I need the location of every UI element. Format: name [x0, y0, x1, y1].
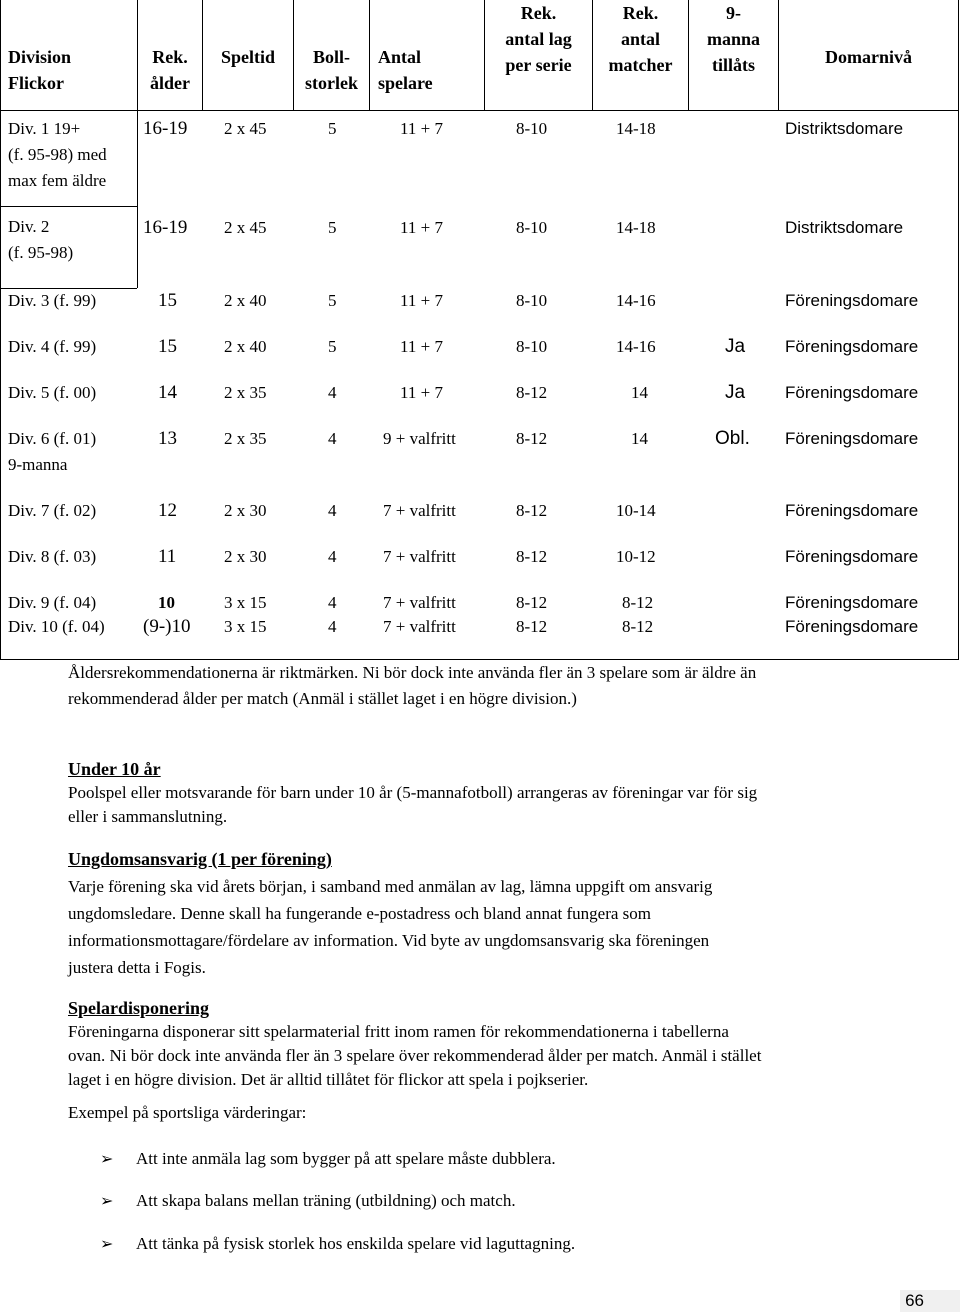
cell-matches: 10-14: [616, 501, 656, 520]
header-age: Rek. ålder: [150, 47, 190, 93]
section-heading: Spelardisponering: [68, 998, 210, 1018]
cell-age: (9-)10: [143, 616, 191, 637]
cell-age: 16-19: [143, 217, 188, 238]
cell-teams: 8-12: [516, 383, 548, 402]
cell-ball: 4: [328, 593, 337, 612]
cell-division: Div. 5 (f. 00): [8, 383, 97, 402]
cell-age: 12: [158, 500, 177, 521]
cell-matches: 14: [631, 429, 648, 448]
list-item: ➢ Att tänka på fysisk storlek hos enskilda spelare vid laguttagning.: [100, 1231, 575, 1257]
cell-time: 3 x 15: [224, 593, 267, 612]
cell-teams: 8-10: [516, 337, 548, 356]
cell-referee: Distriktsdomare: [785, 218, 904, 237]
cell-ball: 4: [328, 383, 337, 402]
section-heading: Ungdomsansvarig (1 per förening): [68, 849, 332, 869]
arrow-bullet-icon: ➢: [100, 1191, 114, 1210]
cell-division: Div. 10 (f. 04): [8, 617, 105, 636]
cell-matches: 8-12: [622, 617, 654, 636]
arrow-bullet-icon: ➢: [100, 1234, 114, 1253]
col-divider: [369, 0, 370, 110]
header-divider: [0, 110, 959, 111]
section-youth-contact: Ungdomsansvarig (1 per förening) Varje förening ska vid årets början, i samband med anmälan av lag, lämna uppgift om ansvarig ungdomsledare. Denne skall ha fungerande e-postadress och bland annat fungera som informationsmottagare/fördelare av information. Vid byte av ungdomsansvarig ska föreningen justera detta i Fogis.: [68, 846, 928, 981]
header-teams: Rek. antal lag per serie: [505, 3, 572, 75]
age-note: Åldersrekommendationerna är riktmärken. Ni bör dock inte använda fler än 3 spelare som är äldre än rekommenderad ålder per match (Anmäl i stället laget i en högre division.): [68, 663, 757, 708]
cell-matches: 14-16: [616, 337, 656, 356]
header-ball: Boll- storlek: [305, 47, 358, 93]
cell-referee: Distriktsdomare: [785, 119, 904, 138]
cell-age: 15: [158, 336, 177, 357]
cell-referee: Föreningsdomare: [785, 337, 919, 356]
cell-teams: 8-12: [516, 547, 548, 566]
cell-ball: 5: [328, 291, 337, 310]
cell-time: 2 x 40: [224, 337, 267, 356]
cell-ball: 4: [328, 429, 337, 448]
cell-teams: 8-10: [516, 291, 548, 310]
header-referee: Domarnivå: [825, 47, 912, 67]
section-heading: Under 10 år: [68, 759, 161, 779]
cell-players: 11 + 7: [400, 337, 443, 356]
header-nine: 9- manna tillåts: [706, 3, 760, 75]
cell-referee: Föreningsdomare: [785, 383, 919, 402]
header-matches: Rek. antal matcher: [608, 3, 673, 75]
cell-players: 11 + 7: [400, 218, 443, 237]
cell-players: 7 + valfritt: [383, 593, 456, 612]
cell-division: Div. 1 19+ (f. 95-98) med max fem äldre: [8, 119, 107, 190]
cell-time: 2 x 45: [224, 119, 267, 138]
cell-matches: 14: [631, 383, 648, 402]
cell-referee: Föreningsdomare: [785, 501, 919, 520]
cell-age: 16-19: [143, 118, 188, 139]
cell-players: 7 + valfritt: [383, 617, 456, 636]
cell-age: 11: [158, 546, 177, 567]
cell-ball: 5: [328, 337, 337, 356]
cell-referee: Föreningsdomare: [785, 291, 919, 310]
cell-age: 14: [158, 382, 177, 403]
cell-teams: 8-12: [516, 593, 548, 612]
cell-division: Div. 6 (f. 01) 9-manna: [8, 429, 97, 474]
cell-nine: Ja: [725, 382, 746, 403]
cell-division: Div. 7 (f. 02): [8, 501, 97, 520]
cell-matches: 8-12: [622, 593, 654, 612]
cell-age: 15: [158, 290, 177, 311]
section-player-disposal: Spelardisponering Föreningarna disponerar sitt spelarmaterial fritt inom ramen för rekommendationerna i tabellerna ovan. Ni bör dock inte använda fler än 3 spelare över rekommenderad ålder per match. Anmäl i stället laget i en högre division. Det är alltid tillåtet för flickor att spela i pojkserier.: [68, 996, 928, 1092]
cell-time: 2 x 40: [224, 291, 267, 310]
cell-time: 3 x 15: [224, 617, 267, 636]
cell-matches: 10-12: [616, 547, 656, 566]
cell-referee: Föreningsdomare: [785, 593, 919, 612]
cell-ball: 4: [328, 501, 337, 520]
cell-players: 11 + 7: [400, 383, 443, 402]
cell-matches: 14-18: [616, 119, 656, 138]
col-divider: [137, 110, 138, 288]
examples-intro: Exempel på sportsliga värderingar:: [68, 1103, 307, 1122]
cell-players: 11 + 7: [400, 291, 443, 310]
cell-nine: Obl.: [715, 428, 750, 449]
cell-ball: 4: [328, 547, 337, 566]
page-number: 66: [905, 1291, 924, 1310]
cell-division: Div. 2 (f. 95-98): [8, 217, 74, 262]
cell-time: 2 x 30: [224, 501, 267, 520]
cell-teams: 8-12: [516, 429, 548, 448]
cell-time: 2 x 35: [224, 383, 267, 402]
cell-players: 11 + 7: [400, 119, 443, 138]
cell-time: 2 x 45: [224, 218, 267, 237]
cell-teams: 8-12: [516, 501, 548, 520]
cell-referee: Föreningsdomare: [785, 617, 919, 636]
cell-division: Div. 8 (f. 03): [8, 547, 97, 566]
list-item: ➢ Att skapa balans mellan träning (utbildning) och match.: [100, 1188, 516, 1214]
table-border-left: [0, 0, 1, 660]
table-border-right: [958, 0, 959, 660]
cell-referee: Föreningsdomare: [785, 429, 919, 448]
cell-ball: 5: [328, 218, 337, 237]
header-division: Division Flickor: [8, 47, 72, 93]
cell-referee: Föreningsdomare: [785, 547, 919, 566]
cell-players: 7 + valfritt: [383, 501, 456, 520]
arrow-bullet-icon: ➢: [100, 1149, 114, 1168]
cell-matches: 14-16: [616, 291, 656, 310]
cell-time: 2 x 30: [224, 547, 267, 566]
cell-players: 9 + valfritt: [383, 429, 456, 448]
cell-teams: 8-10: [516, 119, 548, 138]
header-time: Speltid: [220, 47, 276, 67]
list-item: ➢ Att inte anmäla lag som bygger på att spelare måste dubblera.: [100, 1146, 556, 1172]
cell-players: 7 + valfritt: [383, 547, 456, 566]
row-divider: [0, 206, 137, 207]
cell-matches: 14-18: [616, 218, 656, 237]
cell-teams: 8-12: [516, 617, 548, 636]
cell-ball: 5: [328, 119, 337, 138]
cell-division: Div. 3 (f. 99): [8, 291, 97, 310]
section-under-10: Under 10 år Poolspel eller motsvarande för barn under 10 år (5-mannafotboll) arrangeras av föreningar var för sig eller i sammanslutning.: [68, 756, 928, 830]
cell-time: 2 x 35: [224, 429, 267, 448]
cell-teams: 8-10: [516, 218, 548, 237]
cell-ball: 4: [328, 617, 337, 636]
cell-division: Div. 4 (f. 99): [8, 337, 97, 356]
header-players: Antal spelare: [378, 47, 433, 93]
cell-age: 10: [158, 593, 175, 612]
cell-division: Div. 9 (f. 04): [8, 593, 97, 612]
cell-nine: Ja: [725, 336, 746, 357]
cell-age: 13: [158, 428, 177, 449]
